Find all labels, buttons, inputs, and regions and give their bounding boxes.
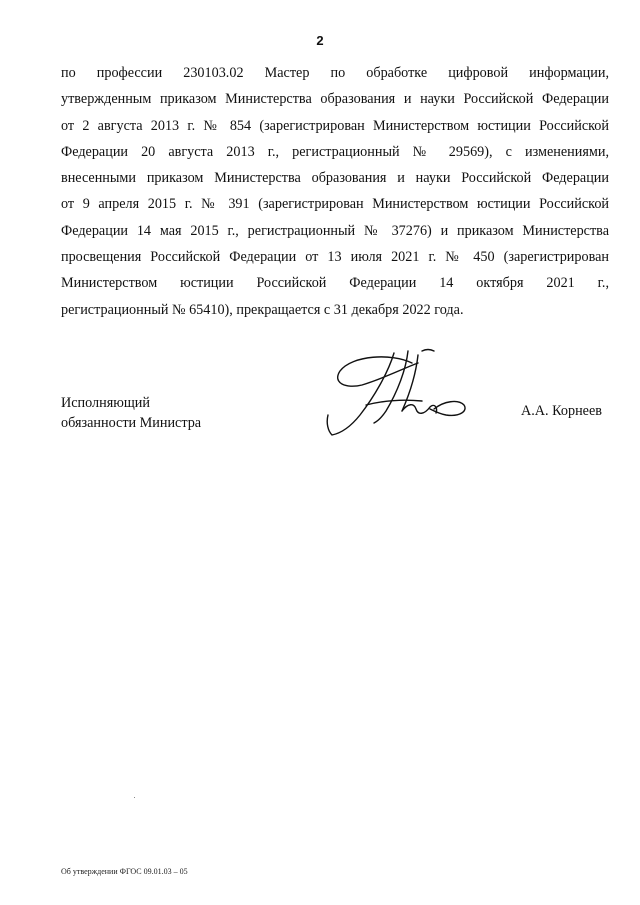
body-line: от 2 августа 2013 г. № 854 (зарегистрирован Министерством юстиции Российской (61, 117, 609, 134)
body-line: утвержденным приказом Министерства образования и науки Российской Федерации (61, 91, 609, 108)
body-line: внесенными приказом Министерства образования и науки Российской Федерации (61, 170, 609, 187)
body-line: по профессии 230103.02 Мастер по обработке цифровой информации, (61, 65, 609, 81)
footer-note: Об утверждении ФГОС 09.01.03 – 05 (61, 867, 188, 876)
body-line: регистрационный № 65410), прекращается с 31 декабря 2022 года. (61, 301, 464, 318)
signatory-name: А.А. Корнеев (521, 403, 602, 419)
body-line: Федерации 20 августа 2013 г., регистрационный № 29569), с изменениями, (61, 143, 609, 160)
page-number: 2 (316, 33, 324, 48)
body-paragraph (61, 60, 609, 323)
signatory-title-line: обязанности Министра (61, 415, 202, 431)
scan-speck (134, 797, 135, 798)
handwritten-signature-icon (322, 345, 472, 440)
body-line: просвещения Российской Федерации от 13 июля 2021 г. № 450 (зарегистрирован (61, 249, 609, 266)
signatory-title (61, 393, 201, 433)
signatory-title-line: Исполняющий (61, 395, 150, 411)
body-line: от 9 апреля 2015 г. № 391 (зарегистрирован Министерством юстиции Российской (61, 196, 609, 213)
body-line: Министерством юстиции Российской Федерации 14 октября 2021 г., (61, 275, 609, 292)
body-line: Федерации 14 мая 2015 г., регистрационный № 37276) и приказом Министерства (61, 222, 609, 239)
